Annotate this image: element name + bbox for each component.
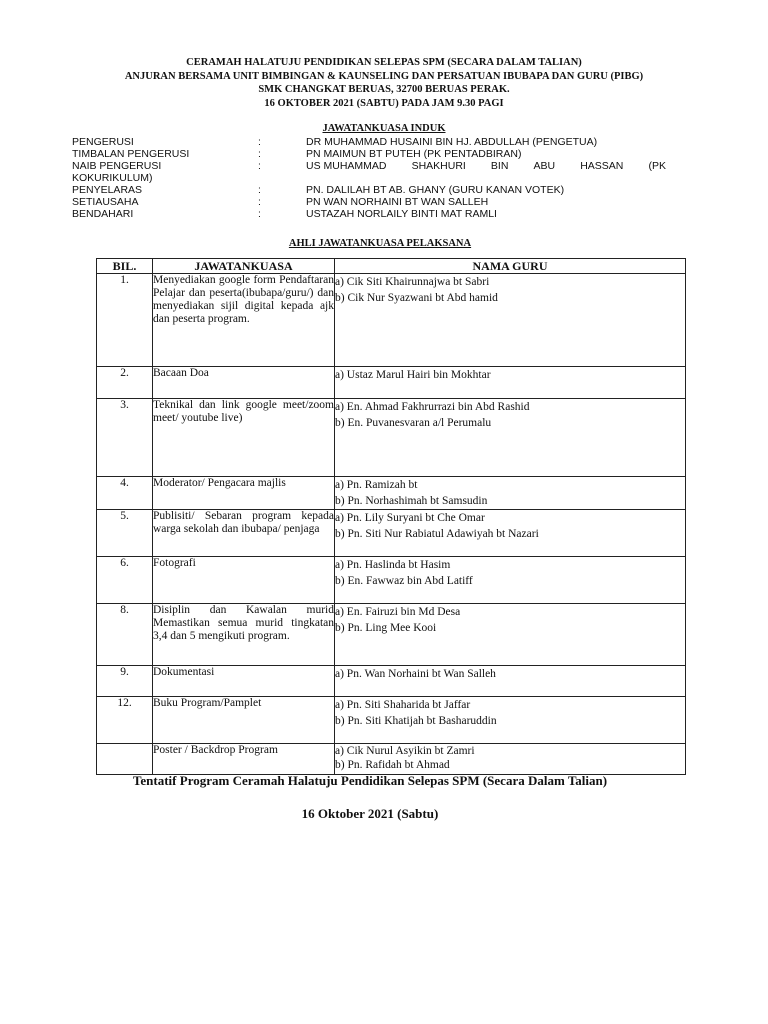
teacher-name: b) Pn. Ling Mee Kooi (335, 622, 437, 634)
row-task: Poster / Backdrop Program (153, 744, 335, 775)
row-teachers (335, 510, 686, 557)
table-row (97, 367, 686, 399)
row-teachers (335, 697, 686, 744)
committee-name (306, 160, 666, 172)
committee-name-part: SHAKHURI (411, 160, 466, 172)
committee-row (72, 148, 666, 160)
row-teachers (335, 274, 686, 367)
table-row (97, 399, 686, 477)
committee-separator: : (258, 196, 261, 208)
row-number: 12. (97, 697, 153, 744)
row-number: 3. (97, 399, 153, 477)
committee-role: TIMBALAN PENGERUSI (72, 148, 190, 160)
row-task: Teknikal dan link google meet/zoom meet/ youtube live) (153, 399, 335, 477)
row-task: Buku Program/Pamplet (153, 697, 335, 744)
teacher-name: b) En. Puvanesvaran a/l Perumalu (335, 417, 492, 429)
committee-row (72, 160, 666, 184)
row-teachers (335, 666, 686, 697)
header-line-2: ANJURAN BERSAMA UNIT BIMBINGAN & KAUNSELING DAN PERSATUAN IBUBAPA DAN GURU (PIBG) (124, 70, 644, 82)
teacher-name: a) Ustaz Marul Hairi bin Mokhtar (335, 369, 491, 381)
committee-role: PENYELARAS (72, 184, 143, 196)
committee-role: BENDAHARI (72, 208, 134, 220)
table-row (97, 510, 686, 557)
committee-name: DR MUHAMMAD HUSAINI BIN HJ. ABDULLAH (PENGETUA) (306, 136, 598, 148)
committee-separator: : (258, 160, 261, 172)
header-line-3: SMK CHANGKAT BERUAS, 32700 BERUAS PERAK. (258, 84, 510, 95)
teacher-name: a) Pn. Lily Suryani bt Che Omar (335, 512, 485, 524)
main-committee-list (72, 136, 666, 220)
table-row (97, 477, 686, 510)
row-task: Disiplin dan Kawalan murid Memastikan semua murid tingkatan 3,4 dan 5 mengikuti program. (153, 604, 335, 666)
row-number: 8. (97, 604, 153, 666)
row-teachers (335, 399, 686, 477)
table-row (97, 666, 686, 697)
table-row (97, 274, 686, 367)
committee-name-part: HASSAN (580, 160, 624, 172)
table-row (97, 604, 686, 666)
row-teachers (335, 477, 686, 510)
row-task: Fotografi (153, 557, 335, 604)
row-task: Dokumentasi (153, 666, 335, 697)
table-row (97, 697, 686, 744)
teacher-name: a) Cik Nurul Asyikin bt Zamri (335, 745, 475, 757)
program-date: 16 Oktober 2021 (Sabtu) (301, 806, 439, 821)
teacher-name: b) Pn. Siti Khatijah bt Basharuddin (335, 715, 497, 727)
row-teachers (335, 604, 686, 666)
teacher-name: a) Pn. Ramizah bt (335, 479, 418, 491)
committee-name-part: US MUHAMMAD (306, 160, 387, 172)
row-teachers (335, 367, 686, 399)
header-line-4: 16 OKTOBER 2021 (SABTU) PADA JAM 9.30 PAGI (264, 97, 504, 109)
teacher-name: b) Cik Nur Syazwani bt Abd hamid (335, 292, 498, 304)
implementation-committee-title: AHLI JAWATANKUASA PELAKSANA (288, 238, 472, 249)
teacher-name: b) Pn. Norhashimah bt Samsudin (335, 495, 488, 507)
committee-role: SETIAUSAHA (72, 196, 139, 208)
committee-name-continuation: KOKURIKULUM) (72, 172, 153, 184)
committee-name: PN MAIMUN BT PUTEH (PK PENTADBIRAN) (306, 148, 522, 160)
committee-name-part: (PK (648, 160, 666, 172)
teacher-name: b) En. Fawwaz bin Abd Latiff (335, 575, 473, 587)
committee-row (72, 208, 666, 220)
row-teachers (335, 744, 686, 775)
committee-separator: : (258, 208, 261, 220)
teacher-name: a) Pn. Wan Norhaini bt Wan Salleh (335, 668, 496, 680)
row-teachers (335, 557, 686, 604)
committee-name-part: ABU (533, 160, 556, 172)
main-committee-title: JAWATANKUASA INDUK (322, 123, 446, 134)
committee-row (72, 184, 666, 196)
committee-name: USTAZAH NORLAILY BINTI MAT RAMLI (306, 208, 497, 220)
teacher-name: a) En. Fairuzi bin Md Desa (335, 606, 461, 618)
row-number: 1. (97, 274, 153, 367)
header-line-1: CERAMAH HALATUJU PENDIDIKAN SELEPAS SPM (SECARA DALAM TALIAN) (186, 57, 582, 68)
committee-row (72, 196, 666, 208)
committee-separator: : (258, 184, 261, 196)
table-row (97, 744, 686, 775)
committee-separator: : (258, 136, 261, 148)
implementation-table (96, 258, 686, 775)
committee-name: PN. DALILAH BT AB. GHANY (GURU KANAN VOTEK) (306, 184, 565, 196)
teacher-name: a) Pn. Haslinda bt Hasim (335, 559, 451, 571)
committee-name: PN WAN NORHAINI BT WAN SALLEH (306, 196, 489, 208)
column-header-bil: BIL. (97, 259, 153, 274)
committee-role: PENGERUSI (72, 136, 134, 148)
teacher-name: a) Cik Siti Khairunnajwa bt Sabri (335, 276, 490, 288)
row-task: Publisiti/ Sebaran program kepada warga sekolah dan ibubapa/ penjaga (153, 510, 335, 557)
table-header-row (97, 259, 686, 274)
row-task: Menyediakan google form Pendaftaran Pelajar dan peserta(ibubapa/guru/) dan menyediakan sijil digital kepada ajk dan peserta program. (153, 274, 335, 367)
document-header (40, 56, 728, 110)
column-header-nama-guru: NAMA GURU (335, 259, 686, 274)
row-number (97, 744, 153, 775)
column-header-jawatankuasa: JAWATANKUASA (153, 259, 335, 274)
table-row (97, 557, 686, 604)
row-number: 4. (97, 477, 153, 510)
row-number: 9. (97, 666, 153, 697)
row-number: 6. (97, 557, 153, 604)
committee-separator: : (258, 148, 261, 160)
row-number: 5. (97, 510, 153, 557)
row-task: Moderator/ Pengacara majlis (153, 477, 335, 510)
row-task: Bacaan Doa (153, 367, 335, 399)
teacher-name: a) Pn. Siti Shaharida bt Jaffar (335, 699, 471, 711)
committee-row (72, 136, 666, 148)
teacher-name: b) Pn. Siti Nur Rabiatul Adawiyah bt Nazari (335, 528, 539, 540)
row-number: 2. (97, 367, 153, 399)
teacher-name: b) Pn. Rafidah bt Ahmad (335, 759, 450, 771)
committee-role: NAIB PENGERUSI (72, 160, 162, 172)
tentative-program-title: Tentatif Program Ceramah Halatuju Pendidikan Selepas SPM (Secara Dalam Talian) (132, 773, 608, 788)
teacher-name: a) En. Ahmad Fakhrurrazi bin Abd Rashid (335, 401, 530, 413)
committee-name-part: BIN (490, 160, 509, 172)
